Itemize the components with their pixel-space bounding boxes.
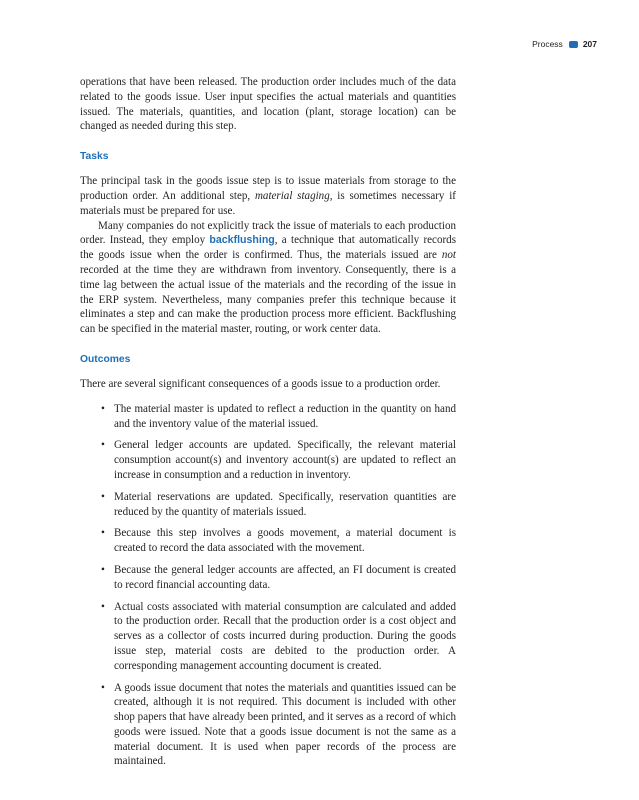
list-item (80, 563, 456, 593)
tasks-paragraph-2 (80, 219, 456, 337)
list-item-text: Because the general ledger accounts are affected, an FI document is created to record financial accounting data. (114, 563, 456, 591)
list-item-text: General ledger accounts are updated. Specifically, the relevant material consumption account(s) and inventory account(s) are updated to reflect an increase in consumption and a reduction in inventory. (114, 439, 456, 481)
backflushing-term: backflushing (209, 234, 275, 247)
outcomes-list (80, 402, 456, 770)
bullet-icon: • (101, 563, 105, 576)
list-item-text: Material reservations are updated. Specifically, reservation quantities are reduced by the quantity of materials issued. (114, 490, 456, 518)
square-bullet-icon (569, 41, 578, 48)
list-item (80, 402, 456, 432)
list-item (80, 600, 456, 674)
intro-paragraph: operations that have been released. The production order includes much of the data related to the goods issue. User input specifies the actual materials and quantities issued. The materials, quantities, and location (plant, storage location) can be changed as needed during this step. (80, 76, 456, 133)
bullet-icon: • (101, 527, 105, 540)
bullet-icon: • (101, 600, 105, 613)
page-body (80, 75, 456, 776)
tasks-p2-text-c: recorded at the time they are withdrawn from inventory. Consequently, there is a time lag between the actual issue of the materials and the recording of the issue in the ERP system. Nevertheless, many companies prefer this technique because it eliminates a step and can make the production process more efficient. Backflushing can be specified in the material master, routing, or work center data. (80, 263, 456, 336)
bullet-icon: • (101, 681, 105, 694)
list-item (80, 526, 456, 556)
material-staging-italic: material staging (254, 189, 330, 202)
running-head-section: Process (532, 39, 563, 49)
bullet-icon: • (101, 490, 105, 503)
bullet-icon: • (101, 439, 105, 452)
list-item-text: The material master is updated to reflect a reduction in the quantity on hand and the inventory value of the material issued. (114, 402, 456, 430)
running-head (80, 39, 597, 53)
list-item (80, 438, 456, 482)
outcomes-intro: There are several significant consequences of a goods issue to a production order. (80, 377, 441, 390)
not-italic: not (441, 249, 456, 262)
tasks-paragraph-1 (80, 174, 456, 218)
tasks-p2-text-a: Many companies do not explicitly track the issue of materials to each production order. Instead, they employ (80, 219, 456, 247)
list-item (80, 681, 456, 770)
list-item (80, 490, 456, 520)
bullet-icon: • (101, 402, 105, 415)
list-item-text: Actual costs associated with material consumption are calculated and added to the production order. Recall that the production order is a cost object and serves as a collector of costs incurred during production. During the goods issue step, material costs are debited to the production order. A corresponding management accounting document is created. (114, 600, 456, 672)
tasks-p2-text-b: , a technique that automatically records the goods issue when the order is confirmed. Thus, the materials issued are (80, 234, 456, 262)
outcomes-heading: Outcomes (80, 353, 131, 365)
list-item-text: Because this step involves a goods movement, a material document is created to record the data associated with the movement. (114, 527, 456, 555)
tasks-heading: Tasks (80, 151, 109, 163)
tasks-p1-text-b: , is sometimes necessary if materials must be prepared for use. (80, 189, 456, 217)
page-number: 207 (582, 39, 597, 49)
tasks-p1-text-a: The principal task in the goods issue step is to issue materials from storage to the production order. An additional step, (80, 175, 456, 202)
list-item-text: A goods issue document that notes the materials and quantities issued can be created, although it is not required. This document is included with other shop papers that have already been printed, and it serves as a record of which goods were issued. Note that a goods issue document is not the same as a material document. It is used when paper records of the process are maintained. (114, 681, 456, 768)
